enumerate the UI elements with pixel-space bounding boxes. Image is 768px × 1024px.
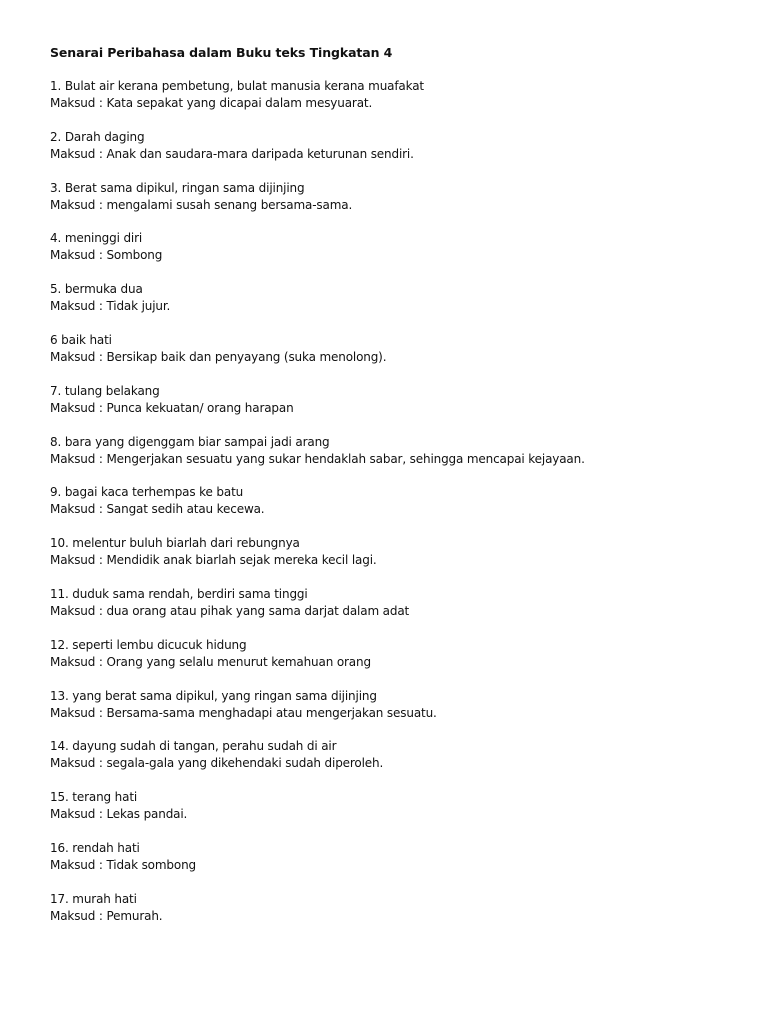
proverb-phrase: 15. terang hati: [50, 790, 138, 805]
proverb-entry: [50, 738, 750, 772]
proverb-phrase: 4. meninggi diri: [50, 231, 143, 246]
proverb-phrase: 2. Darah daging: [50, 129, 145, 144]
proverb-phrase: 1. Bulat air kerana pembetung, bulat manusia kerana muafakat: [50, 79, 424, 93]
proverb-phrase: 6 baik hati: [50, 332, 112, 347]
proverb-meaning: Maksud : Tidak sombong: [50, 857, 196, 872]
proverb-entry: [50, 230, 750, 264]
proverb-entry: [50, 78, 750, 112]
proverb-phrase: 9. bagai kaca terhempas ke batu: [50, 485, 244, 500]
proverb-meaning: Maksud : mengalami susah senang bersama-sama.: [50, 197, 353, 212]
proverb-entry: [50, 840, 750, 874]
proverb-phrase: 16. rendah hati: [50, 840, 140, 855]
proverb-meaning: Maksud : Bersama-sama menghadapi atau mengerjakan sesuatu.: [50, 705, 437, 720]
proverb-phrase: 5. bermuka dua: [50, 282, 143, 297]
proverb-entry: [50, 383, 750, 417]
proverb-meaning: Maksud : dua orang atau pihak yang sama darjat dalam adat: [50, 603, 410, 618]
proverb-phrase: 12. seperti lembu dicucuk hidung: [50, 637, 247, 652]
proverb-entry: [50, 688, 750, 722]
proverb-meaning: Maksud : Mengerjakan sesuatu yang sukar hendaklah sabar, sehingga mencapai kejayaan.: [50, 451, 585, 466]
proverb-phrase: 13. yang berat sama dipikul, yang ringan sama dijinjing: [50, 688, 377, 703]
proverb-meaning: Maksud : Orang yang selalu menurut kemahuan orang: [50, 654, 371, 669]
proverb-meaning: Maksud : Tidak jujur.: [50, 299, 171, 314]
proverb-phrase: 8. bara yang digenggam biar sampai jadi arang: [50, 434, 330, 449]
proverb-meaning: Maksud : Bersikap baik dan penyayang (suka menolong).: [50, 349, 387, 364]
proverb-meaning: Maksud : Kata sepakat yang dicapai dalam mesyuarat.: [50, 96, 373, 110]
proverb-entry: [50, 586, 750, 620]
proverb-meaning: Maksud : Punca kekuatan/ orang harapan: [50, 400, 294, 415]
proverb-meaning: Maksud : Lekas pandai.: [50, 807, 188, 822]
proverb-phrase: 14. dayung sudah di tangan, perahu sudah di air: [50, 739, 337, 754]
proverb-phrase: 17. murah hati: [50, 891, 137, 906]
proverb-meaning: Maksud : Anak dan saudara-mara daripada keturunan sendiri.: [50, 146, 414, 161]
document-page: [50, 44, 750, 942]
proverb-phrase: 3. Berat sama dipikul, ringan sama dijinjing: [50, 180, 305, 195]
proverb-phrase: 11. duduk sama rendah, berdiri sama tinggi: [50, 586, 308, 601]
proverb-phrase: 10. melentur buluh biarlah dari rebungnya: [50, 536, 300, 551]
proverb-entry: [50, 434, 750, 468]
proverb-entry: [50, 789, 750, 823]
proverb-entry: [50, 637, 750, 671]
proverb-meaning: Maksud : Sombong: [50, 248, 163, 263]
proverb-meaning: Maksud : segala-gala yang dikehendaki sudah diperoleh.: [50, 756, 384, 771]
proverb-entry: [50, 332, 750, 366]
document-title: Senarai Peribahasa dalam Buku teks Tingkatan 4: [50, 45, 393, 60]
proverb-entry: [50, 180, 750, 214]
proverb-phrase: 7. tulang belakang: [50, 383, 160, 398]
proverb-entry: [50, 129, 750, 163]
proverb-meaning: Maksud : Sangat sedih atau kecewa.: [50, 502, 265, 517]
proverb-entry: [50, 891, 750, 925]
proverb-entry: [50, 281, 750, 315]
proverb-meaning: Maksud : Mendidik anak biarlah sejak mereka kecil lagi.: [50, 553, 377, 568]
proverb-entry: [50, 535, 750, 569]
proverb-meaning: Maksud : Pemurah.: [50, 908, 163, 923]
proverb-entry: [50, 484, 750, 518]
